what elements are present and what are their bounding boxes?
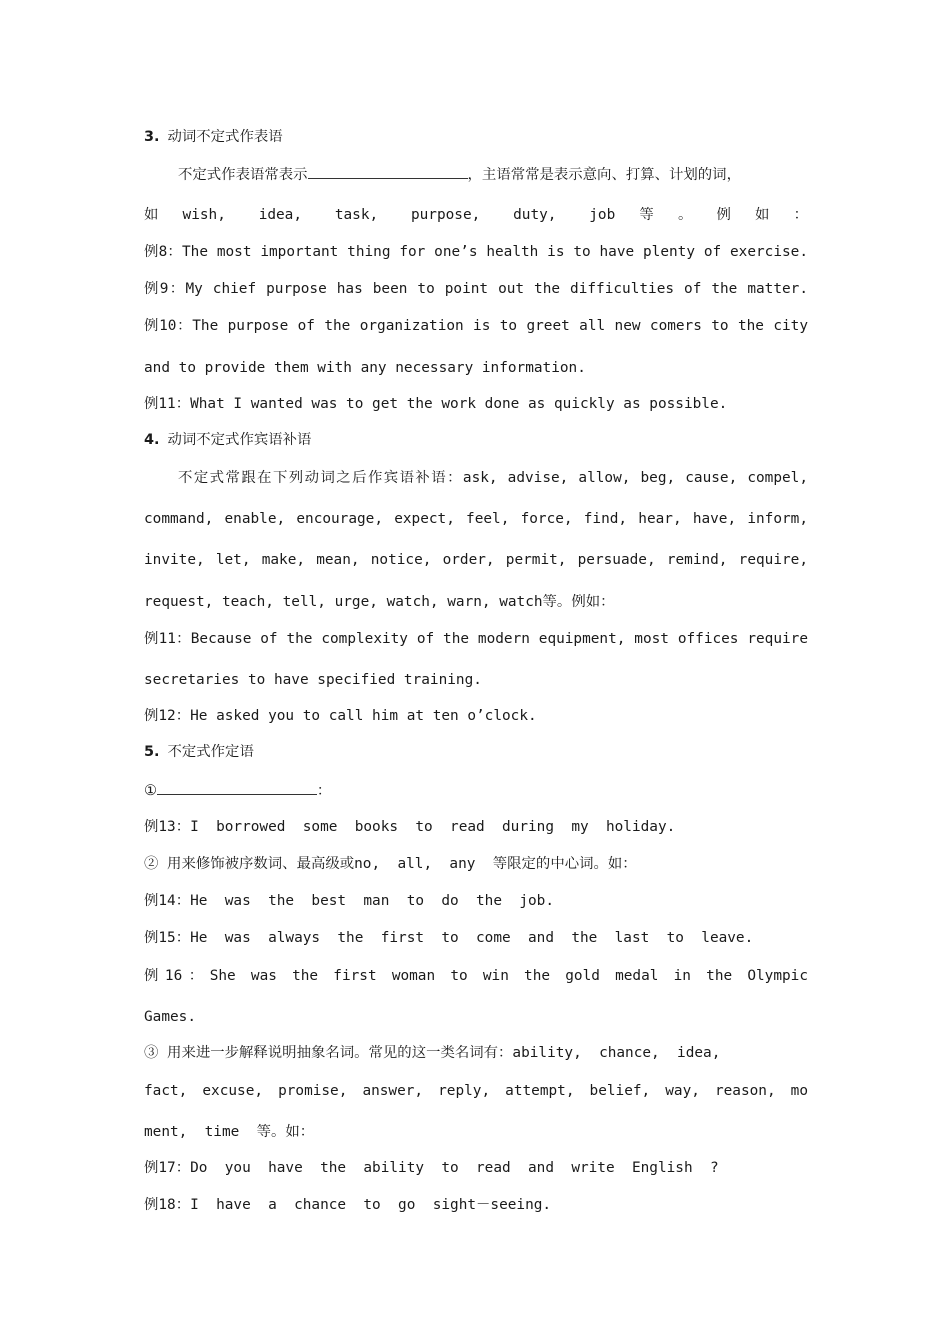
section-4-line3: invite, let, make, mean, notice, order, permit, persuade, remind, require,	[144, 552, 808, 568]
item-1-marker: ①	[144, 783, 157, 799]
example-15: 例15：He was always the first to come and the last to leave.	[144, 930, 754, 946]
example-13: 例13：I borrowed some books to read during my holiday.	[144, 819, 676, 835]
fill-in-blank[interactable]	[308, 164, 468, 179]
example-10-line1: 例10：The purpose of the organization is to greet all new comers to the city	[144, 318, 808, 334]
example-17: 例17：Do you have the ability to read and write English ?	[144, 1160, 719, 1176]
example-16-line1: 例16：She was the first woman to win the gold medal in the Olympic	[144, 968, 808, 984]
section-4-title: 动词不定式作宾语补语	[167, 432, 312, 448]
section-3-intro	[178, 164, 808, 185]
example-14: 例14：He was the best man to do the job.	[144, 893, 554, 909]
item-1-colon: ：	[316, 783, 332, 799]
example-11: 例11：What I wanted was to get the work done as quickly as possible.	[144, 396, 728, 412]
fill-in-blank[interactable]	[157, 780, 317, 795]
item-3-line1: ③ 用来进一步解释说明抽象名词。常见的这一类名词有：ability, chance, idea,	[144, 1045, 721, 1061]
section-5-title: 不定式作定语	[167, 744, 254, 760]
example-9: 例9：My chief purpose has been to point out the difficulties of the matter.	[144, 281, 808, 297]
section-3-number: 3.	[144, 129, 160, 145]
section-3-heading	[144, 127, 808, 147]
example-18: 例18：I have a chance to go sight－seeing.	[144, 1197, 552, 1213]
intro-text-cont: ，主语常常是表示意向、打算、计划的词，	[467, 167, 741, 183]
section-4-line4: request, teach, tell, urge, watch, warn, watch等。例如：	[144, 594, 615, 610]
section-4-line2: command, enable, encourage, expect, feel, force, find, hear, have, inform,	[144, 511, 808, 527]
intro-text: 不定式作表语常表示	[178, 167, 308, 183]
example-11b-line2: secretaries to have specified training.	[144, 672, 482, 688]
section-5-heading	[144, 742, 808, 762]
item-3-line3: ment, time 等。如：	[144, 1124, 315, 1140]
item-2: ② 用来修饰被序数词、最高级或no, all, any 等限定的中心词。如：	[144, 856, 637, 872]
section-3-intro-line2: 如wish, idea, task, purpose, duty, job等。例如：	[144, 207, 808, 223]
section-3-title: 动词不定式作表语	[167, 129, 283, 145]
section-4-number: 4.	[144, 432, 160, 448]
item-3-line2: fact, excuse, promise, answer, reply, attempt, belief, way, reason, mo	[144, 1083, 808, 1099]
example-12: 例12：He asked you to call him at ten o’clock.	[144, 708, 537, 724]
example-8: 例8：The most important thing for one’s health is to have plenty of exercise.	[144, 244, 808, 260]
example-11b-line1: 例11：Because of the complexity of the modern equipment, most offices require	[144, 631, 808, 647]
section-5-number: 5.	[144, 744, 160, 760]
item-1	[144, 780, 808, 801]
example-10-line2: and to provide them with any necessary information.	[144, 360, 586, 376]
section-4-heading	[144, 430, 808, 450]
example-16-line2: Games.	[144, 1009, 196, 1025]
section-4-line1: 不定式常跟在下列动词之后作宾语补语：ask, advise, allow, beg, cause, compel,	[178, 470, 808, 486]
